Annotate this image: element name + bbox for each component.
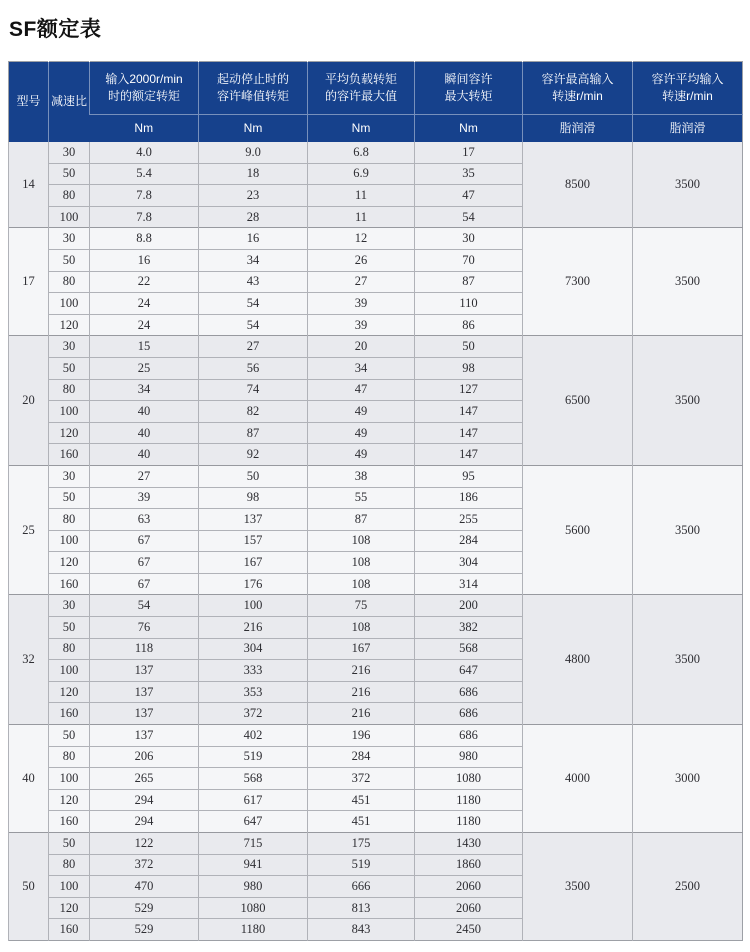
ratio-cell: 120 [49, 897, 90, 919]
rated-torque-cell: 34 [90, 379, 199, 401]
instant-max-torque-cell: 98 [415, 357, 523, 379]
unit-max-input-speed: 脂润滑 [523, 115, 633, 142]
avg-load-torque-cell: 108 [308, 617, 415, 639]
header-avg-input-speed-line1: 容许平均输入 [651, 71, 724, 86]
ratio-cell: 80 [49, 746, 90, 768]
peak-torque-cell: 617 [199, 789, 308, 811]
instant-max-torque-cell: 255 [415, 509, 523, 531]
model-cell: 50 [9, 833, 49, 941]
avg-load-torque-cell: 11 [308, 185, 415, 207]
peak-torque-cell: 56 [199, 357, 308, 379]
rated-torque-cell: 122 [90, 833, 199, 855]
instant-max-torque-cell: 110 [415, 293, 523, 315]
model-cell: 14 [9, 142, 49, 228]
instant-max-torque-cell: 2060 [415, 876, 523, 898]
rated-torque-cell: 137 [90, 703, 199, 725]
peak-torque-cell: 23 [199, 185, 308, 207]
avg-load-torque-cell: 39 [308, 293, 415, 315]
model-cell: 40 [9, 725, 49, 833]
rated-torque-cell: 24 [90, 293, 199, 315]
instant-max-torque-cell: 314 [415, 573, 523, 595]
table-row [9, 725, 743, 747]
instant-max-torque-cell: 2060 [415, 897, 523, 919]
ratio-cell: 80 [49, 379, 90, 401]
ratio-cell: 100 [49, 206, 90, 228]
rated-torque-cell: 15 [90, 336, 199, 358]
rated-torque-cell: 40 [90, 444, 199, 466]
instant-max-torque-cell: 686 [415, 725, 523, 747]
ratio-cell: 120 [49, 552, 90, 574]
table-header [9, 62, 743, 142]
peak-torque-cell: 9.0 [199, 142, 308, 164]
instant-max-torque-cell: 686 [415, 681, 523, 703]
instant-max-torque-cell: 568 [415, 638, 523, 660]
peak-torque-cell: 216 [199, 617, 308, 639]
ratio-cell: 100 [49, 401, 90, 423]
peak-torque-cell: 28 [199, 206, 308, 228]
avg-input-speed-cell: 2500 [633, 833, 743, 941]
header-max-input-speed-line1: 容许最高输入 [541, 71, 614, 86]
avg-load-torque-cell: 108 [308, 530, 415, 552]
header-peak-torque-line2: 容许峰值转矩 [216, 89, 289, 103]
model-cell: 17 [9, 228, 49, 336]
avg-load-torque-cell: 26 [308, 249, 415, 271]
peak-torque-cell: 941 [199, 854, 308, 876]
rated-torque-cell: 529 [90, 919, 199, 941]
ratio-cell: 100 [49, 293, 90, 315]
ratio-cell: 50 [49, 487, 90, 509]
peak-torque-cell: 100 [199, 595, 308, 617]
rated-torque-cell: 5.4 [90, 163, 199, 185]
avg-load-torque-cell: 372 [308, 768, 415, 790]
avg-load-torque-cell: 47 [308, 379, 415, 401]
avg-load-torque-cell: 11 [308, 206, 415, 228]
avg-load-torque-cell: 34 [308, 357, 415, 379]
peak-torque-cell: 304 [199, 638, 308, 660]
rated-torque-cell: 7.8 [90, 206, 199, 228]
header-avg-load-torque-line2: 的容许最大值 [324, 89, 397, 103]
peak-torque-cell: 137 [199, 509, 308, 531]
instant-max-torque-cell: 2450 [415, 919, 523, 941]
avg-input-speed-cell: 3000 [633, 725, 743, 833]
header-max-input-speed [523, 62, 633, 115]
peak-torque-cell: 54 [199, 314, 308, 336]
instant-max-torque-cell: 186 [415, 487, 523, 509]
max-input-speed-cell: 8500 [523, 142, 633, 228]
unit-avg-load-torque: Nm [308, 115, 415, 142]
rated-torque-cell: 470 [90, 876, 199, 898]
table-body [9, 142, 743, 941]
avg-load-torque-cell: 55 [308, 487, 415, 509]
header-instant-max-torque-line1: 瞬间容许 [444, 71, 493, 86]
instant-max-torque-cell: 87 [415, 271, 523, 293]
model-cell: 32 [9, 595, 49, 725]
max-input-speed-cell: 4000 [523, 725, 633, 833]
instant-max-torque-cell: 17 [415, 142, 523, 164]
avg-load-torque-cell: 75 [308, 595, 415, 617]
table-row [9, 228, 743, 250]
peak-torque-cell: 16 [199, 228, 308, 250]
avg-input-speed-cell: 3500 [633, 142, 743, 228]
header-peak-torque-line1: 起动停止时的 [216, 71, 289, 86]
ratio-cell: 120 [49, 314, 90, 336]
peak-torque-cell: 167 [199, 552, 308, 574]
header-rated-torque-line2: 时的额定转矩 [107, 89, 180, 103]
table-row [9, 336, 743, 358]
rated-torque-cell: 137 [90, 725, 199, 747]
header-max-input-speed-line2: 转速r/min [552, 89, 603, 103]
instant-max-torque-cell: 382 [415, 617, 523, 639]
instant-max-torque-cell: 147 [415, 401, 523, 423]
ratio-cell: 80 [49, 509, 90, 531]
peak-torque-cell: 157 [199, 530, 308, 552]
ratio-cell: 100 [49, 876, 90, 898]
avg-load-torque-cell: 49 [308, 422, 415, 444]
ratio-cell: 160 [49, 703, 90, 725]
avg-load-torque-cell: 49 [308, 444, 415, 466]
rated-torque-cell: 265 [90, 768, 199, 790]
rated-torque-cell: 137 [90, 660, 199, 682]
peak-torque-cell: 1180 [199, 919, 308, 941]
instant-max-torque-cell: 304 [415, 552, 523, 574]
avg-input-speed-cell: 3500 [633, 336, 743, 466]
header-rated-torque-line1: 输入2000r/min [105, 71, 183, 86]
ratio-cell: 30 [49, 228, 90, 250]
instant-max-torque-cell: 1180 [415, 811, 523, 833]
rated-torque-cell: 372 [90, 854, 199, 876]
instant-max-torque-cell: 1180 [415, 789, 523, 811]
avg-load-torque-cell: 666 [308, 876, 415, 898]
instant-max-torque-cell: 147 [415, 422, 523, 444]
ratio-cell: 80 [49, 185, 90, 207]
header-avg-input-speed-line2: 转速r/min [662, 89, 713, 103]
ratio-cell: 160 [49, 811, 90, 833]
instant-max-torque-cell: 35 [415, 163, 523, 185]
rated-torque-cell: 40 [90, 422, 199, 444]
header-peak-torque [199, 62, 308, 115]
header-instant-max-torque-line2: 最大转矩 [444, 89, 493, 103]
ratio-cell: 50 [49, 163, 90, 185]
avg-load-torque-cell: 216 [308, 681, 415, 703]
table-row [9, 142, 743, 164]
ratio-cell: 120 [49, 422, 90, 444]
rated-torque-cell: 63 [90, 509, 199, 531]
instant-max-torque-cell: 70 [415, 249, 523, 271]
instant-max-torque-cell: 30 [415, 228, 523, 250]
avg-load-torque-cell: 87 [308, 509, 415, 531]
header-model: 型号 [9, 62, 49, 142]
avg-load-torque-cell: 451 [308, 789, 415, 811]
instant-max-torque-cell: 1860 [415, 854, 523, 876]
peak-torque-cell: 568 [199, 768, 308, 790]
peak-torque-cell: 34 [199, 249, 308, 271]
model-cell: 25 [9, 465, 49, 595]
max-input-speed-cell: 3500 [523, 833, 633, 941]
ratio-cell: 30 [49, 142, 90, 164]
header-rated-torque [90, 62, 199, 115]
avg-load-torque-cell: 108 [308, 552, 415, 574]
peak-torque-cell: 176 [199, 573, 308, 595]
header-avg-load-torque [308, 62, 415, 115]
ratio-cell: 160 [49, 444, 90, 466]
rated-torque-cell: 25 [90, 357, 199, 379]
instant-max-torque-cell: 647 [415, 660, 523, 682]
peak-torque-cell: 54 [199, 293, 308, 315]
rated-torque-cell: 67 [90, 552, 199, 574]
avg-load-torque-cell: 813 [308, 897, 415, 919]
table-row [9, 595, 743, 617]
rated-torque-cell: 27 [90, 465, 199, 487]
max-input-speed-cell: 5600 [523, 465, 633, 595]
rated-torque-cell: 294 [90, 811, 199, 833]
unit-avg-input-speed: 脂润滑 [633, 115, 743, 142]
unit-rated-torque: Nm [90, 115, 199, 142]
ratio-cell: 120 [49, 681, 90, 703]
avg-load-torque-cell: 196 [308, 725, 415, 747]
instant-max-torque-cell: 200 [415, 595, 523, 617]
page-title: SF额定表 [9, 18, 102, 41]
avg-load-torque-cell: 175 [308, 833, 415, 855]
rated-torque-cell: 24 [90, 314, 199, 336]
peak-torque-cell: 980 [199, 876, 308, 898]
ratio-cell: 100 [49, 530, 90, 552]
sf-rating-table [8, 61, 743, 941]
max-input-speed-cell: 6500 [523, 336, 633, 466]
rated-torque-cell: 67 [90, 530, 199, 552]
avg-load-torque-cell: 6.8 [308, 142, 415, 164]
ratio-cell: 30 [49, 465, 90, 487]
rated-torque-cell: 4.0 [90, 142, 199, 164]
avg-load-torque-cell: 27 [308, 271, 415, 293]
instant-max-torque-cell: 1430 [415, 833, 523, 855]
avg-load-torque-cell: 38 [308, 465, 415, 487]
max-input-speed-cell: 7300 [523, 228, 633, 336]
instant-max-torque-cell: 127 [415, 379, 523, 401]
header-avg-input-speed [633, 62, 743, 115]
ratio-cell: 100 [49, 660, 90, 682]
ratio-cell: 50 [49, 725, 90, 747]
table-row [9, 465, 743, 487]
avg-load-torque-cell: 108 [308, 573, 415, 595]
avg-load-torque-cell: 49 [308, 401, 415, 423]
peak-torque-cell: 715 [199, 833, 308, 855]
ratio-cell: 30 [49, 595, 90, 617]
peak-torque-cell: 333 [199, 660, 308, 682]
table-row [9, 833, 743, 855]
ratio-cell: 80 [49, 271, 90, 293]
instant-max-torque-cell: 95 [415, 465, 523, 487]
peak-torque-cell: 647 [199, 811, 308, 833]
rated-torque-cell: 39 [90, 487, 199, 509]
avg-load-torque-cell: 216 [308, 660, 415, 682]
rated-torque-cell: 137 [90, 681, 199, 703]
rated-torque-cell: 40 [90, 401, 199, 423]
instant-max-torque-cell: 50 [415, 336, 523, 358]
instant-max-torque-cell: 47 [415, 185, 523, 207]
instant-max-torque-cell: 980 [415, 746, 523, 768]
peak-torque-cell: 353 [199, 681, 308, 703]
rated-torque-cell: 294 [90, 789, 199, 811]
ratio-cell: 30 [49, 336, 90, 358]
avg-load-torque-cell: 6.9 [308, 163, 415, 185]
ratio-cell: 80 [49, 638, 90, 660]
ratio-cell: 120 [49, 789, 90, 811]
peak-torque-cell: 43 [199, 271, 308, 293]
model-cell: 20 [9, 336, 49, 466]
rated-torque-cell: 206 [90, 746, 199, 768]
instant-max-torque-cell: 54 [415, 206, 523, 228]
max-input-speed-cell: 4800 [523, 595, 633, 725]
avg-load-torque-cell: 39 [308, 314, 415, 336]
rated-torque-cell: 7.8 [90, 185, 199, 207]
avg-load-torque-cell: 216 [308, 703, 415, 725]
peak-torque-cell: 1080 [199, 897, 308, 919]
header-avg-load-torque-line1: 平均负载转矩 [324, 71, 397, 86]
avg-input-speed-cell: 3500 [633, 465, 743, 595]
avg-load-torque-cell: 20 [308, 336, 415, 358]
peak-torque-cell: 50 [199, 465, 308, 487]
avg-load-torque-cell: 284 [308, 746, 415, 768]
rated-torque-cell: 118 [90, 638, 199, 660]
peak-torque-cell: 18 [199, 163, 308, 185]
unit-peak-torque: Nm [199, 115, 308, 142]
peak-torque-cell: 519 [199, 746, 308, 768]
rated-torque-cell: 8.8 [90, 228, 199, 250]
peak-torque-cell: 82 [199, 401, 308, 423]
avg-load-torque-cell: 167 [308, 638, 415, 660]
header-ratio: 减速比 [49, 62, 90, 142]
rated-torque-cell: 76 [90, 617, 199, 639]
avg-load-torque-cell: 12 [308, 228, 415, 250]
header-instant-max-torque [415, 62, 523, 115]
rated-torque-cell: 67 [90, 573, 199, 595]
avg-load-torque-cell: 451 [308, 811, 415, 833]
avg-input-speed-cell: 3500 [633, 228, 743, 336]
ratio-cell: 100 [49, 768, 90, 790]
instant-max-torque-cell: 86 [415, 314, 523, 336]
ratio-cell: 160 [49, 573, 90, 595]
ratio-cell: 50 [49, 833, 90, 855]
instant-max-torque-cell: 284 [415, 530, 523, 552]
peak-torque-cell: 74 [199, 379, 308, 401]
instant-max-torque-cell: 686 [415, 703, 523, 725]
rated-torque-cell: 529 [90, 897, 199, 919]
rated-torque-cell: 54 [90, 595, 199, 617]
avg-load-torque-cell: 843 [308, 919, 415, 941]
ratio-cell: 160 [49, 919, 90, 941]
peak-torque-cell: 92 [199, 444, 308, 466]
avg-load-torque-cell: 519 [308, 854, 415, 876]
rated-torque-cell: 16 [90, 249, 199, 271]
instant-max-torque-cell: 147 [415, 444, 523, 466]
peak-torque-cell: 372 [199, 703, 308, 725]
peak-torque-cell: 87 [199, 422, 308, 444]
avg-input-speed-cell: 3500 [633, 595, 743, 725]
rated-torque-cell: 22 [90, 271, 199, 293]
peak-torque-cell: 27 [199, 336, 308, 358]
ratio-cell: 80 [49, 854, 90, 876]
unit-instant-max-torque: Nm [415, 115, 523, 142]
ratio-cell: 50 [49, 357, 90, 379]
peak-torque-cell: 402 [199, 725, 308, 747]
ratio-cell: 50 [49, 617, 90, 639]
ratio-cell: 50 [49, 249, 90, 271]
instant-max-torque-cell: 1080 [415, 768, 523, 790]
peak-torque-cell: 98 [199, 487, 308, 509]
